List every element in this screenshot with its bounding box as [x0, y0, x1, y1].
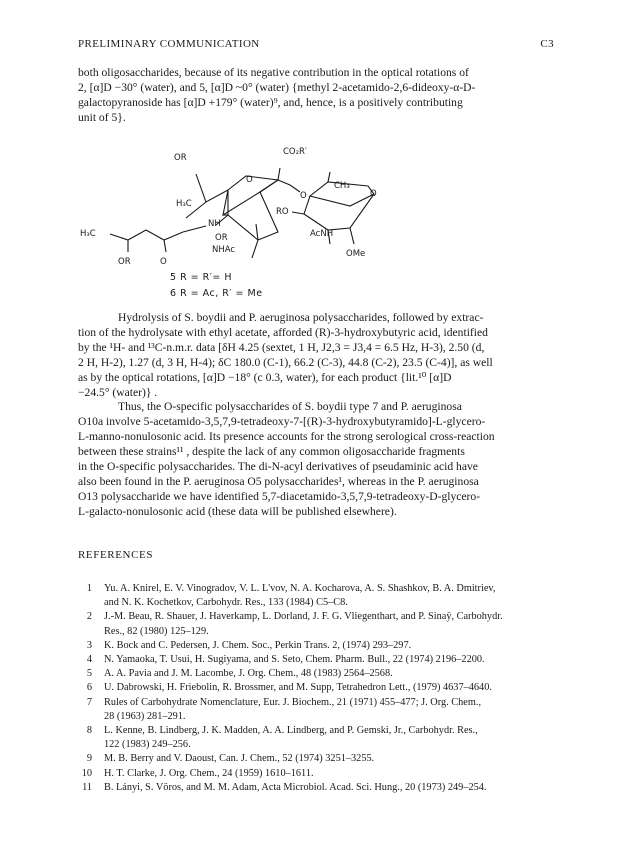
reference-text: K. Bock and C. Pedersen, J. Chem. Soc., Perkin Trans. 2, (1974) 293–297. [104, 639, 412, 651]
chemical-structure-diagram [78, 140, 554, 300]
reference-number: 6 [86, 682, 92, 694]
reference-item [78, 752, 558, 766]
reference-text: L. Kenne, B. Lindberg, J. K. Madden, A. A. Lindberg, and P. Gemski, Jr., Carbohydr. Res., [104, 725, 478, 737]
text-line: L-galacto-nonulosonic acid (these data will be published elsewhere). [78, 504, 397, 518]
reference-text: H. T. Clarke, J. Org. Chem., 24 (1959) 1610–1611. [104, 767, 314, 779]
reference-text: 28 (1963) 281–291. [104, 710, 186, 722]
running-head: PRELIMINARY COMMUNICATION [78, 38, 260, 50]
text-line: O10a involve 5-acetamido-3,5,7,9-tetradeoxy-7-[(R)-3-hydroxybutyramido]-L-glycero- [78, 415, 486, 429]
intro-paragraph [78, 66, 554, 126]
reference-item [78, 767, 558, 781]
text-line: galactopyranoside has [α]D +179° (water)⁹, and, hence, is a positively contributing [78, 95, 463, 109]
reference-item [78, 639, 558, 653]
reference-item [78, 781, 558, 795]
compound-caption: 5 R = R′= H [170, 272, 233, 283]
glycosidic-oxygen-label: O [300, 191, 307, 201]
text-line: 2 H, H-2), 1.27 (d, 3 H, H-4); δC 180.0 (C-1), 66.2 (C-3), 44.8 (C-2), 23.5 (C-4)], as well [78, 355, 493, 369]
reference-text: B. Lányi, S. Vöros, and M. M. Adam, Acta Microbiol. Acad. Sci. Hung., 20 (1973) 249–254. [104, 781, 487, 793]
references-heading: REFERENCES [78, 549, 154, 561]
text-line: tion of the hydrolysate with ethyl acetate, afforded (R)-3-hydroxybutyric acid, identified [78, 325, 488, 339]
reference-text: Rules of Carbohydrate Nomenclature, Eur. J. Biochem., 21 (1971) 455–477; J. Org. Chem., [104, 696, 482, 708]
reference-item [78, 610, 558, 638]
reference-number: 1 [86, 583, 92, 594]
o-label: O [160, 257, 167, 267]
reference-number: 7 [86, 696, 92, 708]
h3c-label: H₃C [80, 229, 96, 239]
reference-item [78, 667, 558, 681]
reference-text: J.-M. Beau, R. Shauer, J. Haverkamp, L. Dorland, J. F. G. Vliegenthart, and P. Sinaÿ, Carbohydr. [104, 611, 503, 623]
or-label: OR [174, 153, 187, 163]
text-line: as by the optical rotations, [α]D −18° (c 0.3, water), for each product {lit.¹⁰ [α]D [78, 370, 452, 384]
reference-number: 11 [82, 781, 92, 793]
reference-text: M. B. Berry and V. Daoust, Can. J. Chem., 52 (1974) 3251–3255. [104, 753, 375, 765]
text-line: L-manno-nonulosonic acid. Its presence accounts for the strong serological cross-reaction [78, 430, 495, 444]
reference-text: Res., 82 (1980) 125–129. [104, 625, 209, 637]
structure-figure [78, 140, 554, 300]
text-line: both oligosaccharides, because of its negative contribution in the optical rotations of [78, 66, 469, 79]
nh-label: NH [208, 219, 221, 229]
reference-item [78, 724, 558, 752]
reference-number: 8 [86, 725, 92, 737]
text-line: −24.5° (water)} . [78, 385, 158, 399]
text-line: in the O-specific polysaccharides. The di-N-acyl derivatives of pseudaminic acid have [78, 460, 478, 474]
ring-oxygen-label: O [246, 175, 253, 185]
reference-item [78, 653, 558, 667]
or-label: OR [118, 257, 131, 267]
text-line: unit of 5}. [78, 110, 126, 124]
reference-text: A. A. Pavia and J. M. Lacombe, J. Org. Chem., 48 (1983) 2564–2568. [104, 668, 393, 680]
reference-number: 9 [86, 753, 92, 765]
reference-number: 2 [86, 611, 92, 623]
reference-number: 3 [86, 639, 92, 651]
ch3-label: CH₃ [334, 181, 350, 191]
references-list [78, 582, 558, 795]
ring-oxygen-label: O [370, 189, 377, 199]
acnh-label: AcNH [310, 229, 334, 239]
reference-item [78, 582, 558, 610]
reference-text: Yu. A. Knirel, E. V. Vinogradov, V. L. L'vov, N. A. Kocharova, A. S. Shashkov, B. A. Dmitriev, [104, 583, 496, 594]
reference-number: 4 [86, 654, 92, 666]
reference-item [78, 681, 558, 695]
text-line: 2, [α]D −30° (water), and 5, [α]D ~0° (water) {methyl 2-acetamido-2,6-dideoxy-α-D- [78, 80, 476, 94]
ro-label: RO [276, 207, 289, 217]
text-line: Thus, the O-specific polysaccharides of S. boydii type 7 and P. aeruginosa [118, 400, 462, 414]
reference-text: and N. K. Kochetkov, Carbohydr. Res., 133 (1984) C5–C8. [104, 597, 348, 609]
reference-text: U. Dabrowski, H. Friebolin, R. Brossmer, and M. Supp, Tetrahedron Lett., (1979) 4637–4640. [104, 682, 492, 694]
co2r-label: CO₂R′ [283, 147, 307, 157]
reference-number: 10 [81, 767, 92, 779]
reference-number: 5 [86, 668, 92, 680]
reference-item [78, 696, 558, 724]
reference-text: N. Yamaoka, T. Usui, H. Sugiyama, and S. Seto, Chem. Pharm. Bull., 22 (1974) 2196–2200. [104, 654, 485, 666]
text-line: also been found in the P. aeruginosa O5 polysaccharides¹, whereas in the P. aeruginosa [78, 474, 479, 488]
text-line: O13 polysaccharide we have identified 5,7-diacetamido-3,5,7,9-tetradeoxy-D-glycero- [78, 489, 481, 503]
h3c-label: H₃C [176, 199, 192, 209]
page-number: C3 [540, 38, 554, 50]
compound-caption: 6 R = Ac, R′ = Me [170, 288, 263, 299]
or-label: OR [215, 233, 228, 243]
text-line: between these strains¹¹ , despite the lack of any common oligosaccharide fragments [78, 445, 465, 459]
text-line: by the ¹H- and ¹³C-n.m.r. data [δH 4.25 (sextet, 1 H, J2,3 = J3,4 = 6.5 Hz, H-3), 2.50 (d, [78, 340, 485, 354]
reference-text: 122 (1983) 249–256. [104, 739, 191, 751]
ome-label: OMe [346, 249, 366, 259]
body-paragraph [78, 311, 554, 520]
text-line: Hydrolysis of S. boydii and P. aeruginosa polysaccharides, followed by extrac- [118, 311, 484, 324]
nhac-label: NHAc [212, 245, 236, 255]
